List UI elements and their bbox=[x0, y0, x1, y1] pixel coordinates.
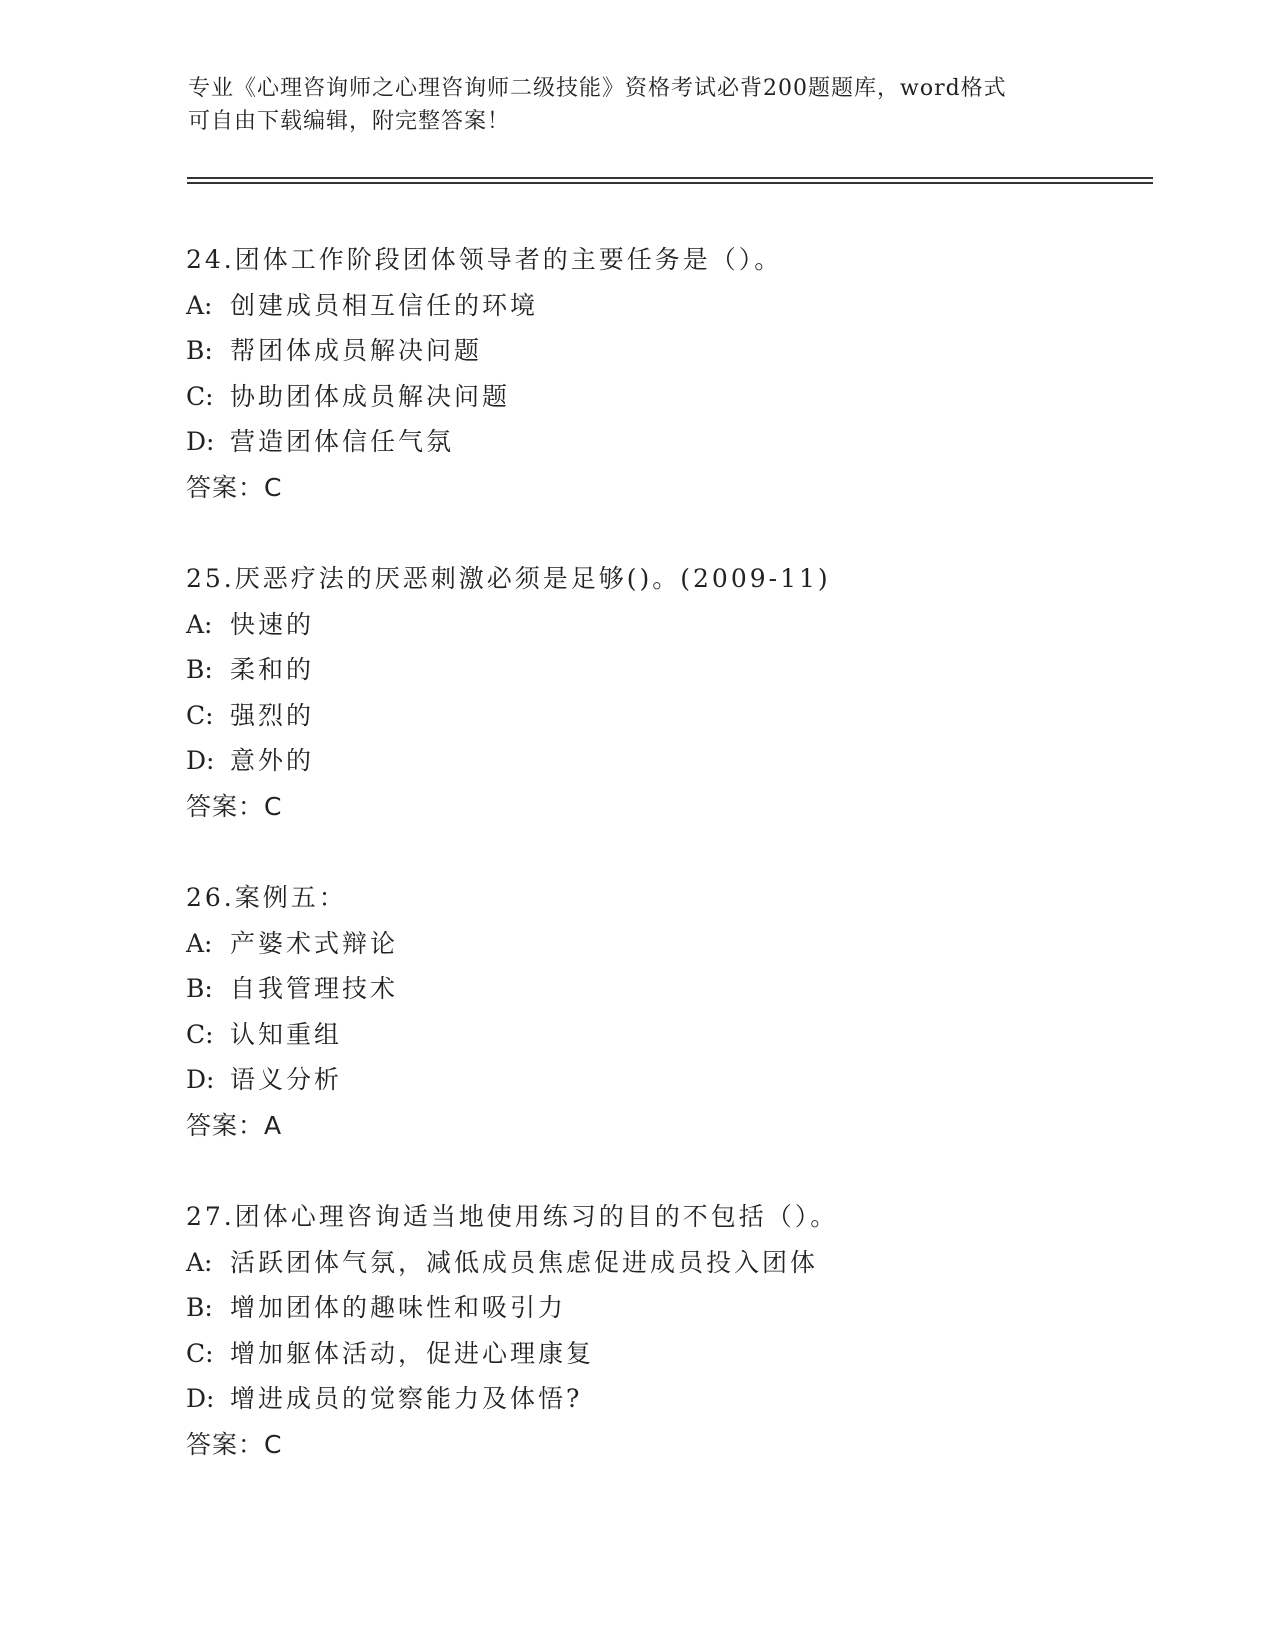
option-letter: A: bbox=[186, 928, 213, 958]
option-text: 意外的 bbox=[230, 746, 315, 775]
option-b bbox=[186, 328, 1146, 374]
question-block bbox=[186, 237, 1146, 510]
option-text: 快速的 bbox=[230, 609, 315, 639]
option-c bbox=[186, 693, 1146, 739]
document-header bbox=[188, 72, 1088, 138]
option-b bbox=[186, 966, 1146, 1012]
option-d bbox=[186, 1057, 1146, 1103]
option-c bbox=[186, 1331, 1146, 1377]
option-text: 创建成员相互信任的环境 bbox=[230, 290, 539, 320]
option-letter: A: bbox=[186, 290, 213, 320]
option-b bbox=[186, 1285, 1146, 1331]
question-block bbox=[186, 556, 1146, 829]
question-block bbox=[186, 1194, 1146, 1467]
answer-line: 答案：C bbox=[186, 1429, 283, 1459]
option-letter: B: bbox=[186, 336, 213, 365]
option-letter: D: bbox=[186, 1384, 215, 1413]
option-letter: C: bbox=[186, 381, 214, 411]
option-a bbox=[186, 1240, 1146, 1286]
option-text: 强烈的 bbox=[230, 700, 315, 730]
answer-line: 答案：C bbox=[186, 791, 283, 821]
option-b bbox=[186, 647, 1146, 693]
option-text: 增加躯体活动，促进心理康复 bbox=[230, 1338, 595, 1368]
option-letter: C: bbox=[186, 1019, 214, 1049]
header-line-2: 可自由下载编辑，附完整答案！ bbox=[188, 109, 511, 134]
option-letter: C: bbox=[186, 1338, 214, 1368]
question-stem: 27.团体心理咨询适当地使用练习的目的不包括（）。 bbox=[186, 1202, 839, 1231]
option-text: 产婆术式辩论 bbox=[230, 928, 399, 958]
option-text: 协助团体成员解决问题 bbox=[230, 381, 511, 411]
option-letter: D: bbox=[186, 427, 215, 456]
option-text: 营造团体信任气氛 bbox=[230, 427, 455, 456]
option-letter: B: bbox=[186, 974, 213, 1003]
option-c bbox=[186, 374, 1146, 420]
option-letter: A: bbox=[186, 1247, 213, 1277]
answer-line: 答案：A bbox=[186, 1110, 283, 1140]
option-text: 柔和的 bbox=[230, 655, 315, 684]
option-text: 帮团体成员解决问题 bbox=[230, 336, 483, 365]
option-text: 增进成员的觉察能力及体悟? bbox=[230, 1384, 583, 1413]
header-line-1: 专业《心理咨询师之心理咨询师二级技能》资格考试必背200题题库，word格式 bbox=[188, 76, 1007, 101]
question-stem: 26.案例五： bbox=[186, 883, 347, 912]
option-d bbox=[186, 1376, 1146, 1422]
question-block bbox=[186, 875, 1146, 1148]
option-text: 活跃团体气氛，减低成员焦虑促进成员投入团体 bbox=[230, 1247, 819, 1277]
option-text: 认知重组 bbox=[230, 1019, 343, 1049]
option-text: 自我管理技术 bbox=[230, 974, 399, 1003]
answer-line: 答案：C bbox=[186, 472, 283, 502]
option-a bbox=[186, 602, 1146, 648]
option-letter: B: bbox=[186, 655, 213, 684]
option-text: 增加团体的趣味性和吸引力 bbox=[230, 1293, 567, 1322]
option-a bbox=[186, 921, 1146, 967]
question-stem: 25.厌恶疗法的厌恶刺激必须是足够()。(2009-11) bbox=[186, 564, 831, 593]
option-letter: D: bbox=[186, 746, 215, 775]
header-divider-top bbox=[187, 177, 1153, 179]
header-divider-bottom bbox=[187, 182, 1153, 184]
option-text: 语义分析 bbox=[230, 1065, 343, 1094]
option-letter: A: bbox=[186, 609, 213, 639]
question-stem: 24.团体工作阶段团体领导者的主要任务是（）。 bbox=[186, 245, 783, 274]
option-letter: D: bbox=[186, 1065, 215, 1094]
option-letter: B: bbox=[186, 1293, 213, 1322]
option-a bbox=[186, 283, 1146, 329]
option-c bbox=[186, 1012, 1146, 1058]
option-letter: C: bbox=[186, 700, 214, 730]
option-d bbox=[186, 738, 1146, 784]
option-d bbox=[186, 419, 1146, 465]
